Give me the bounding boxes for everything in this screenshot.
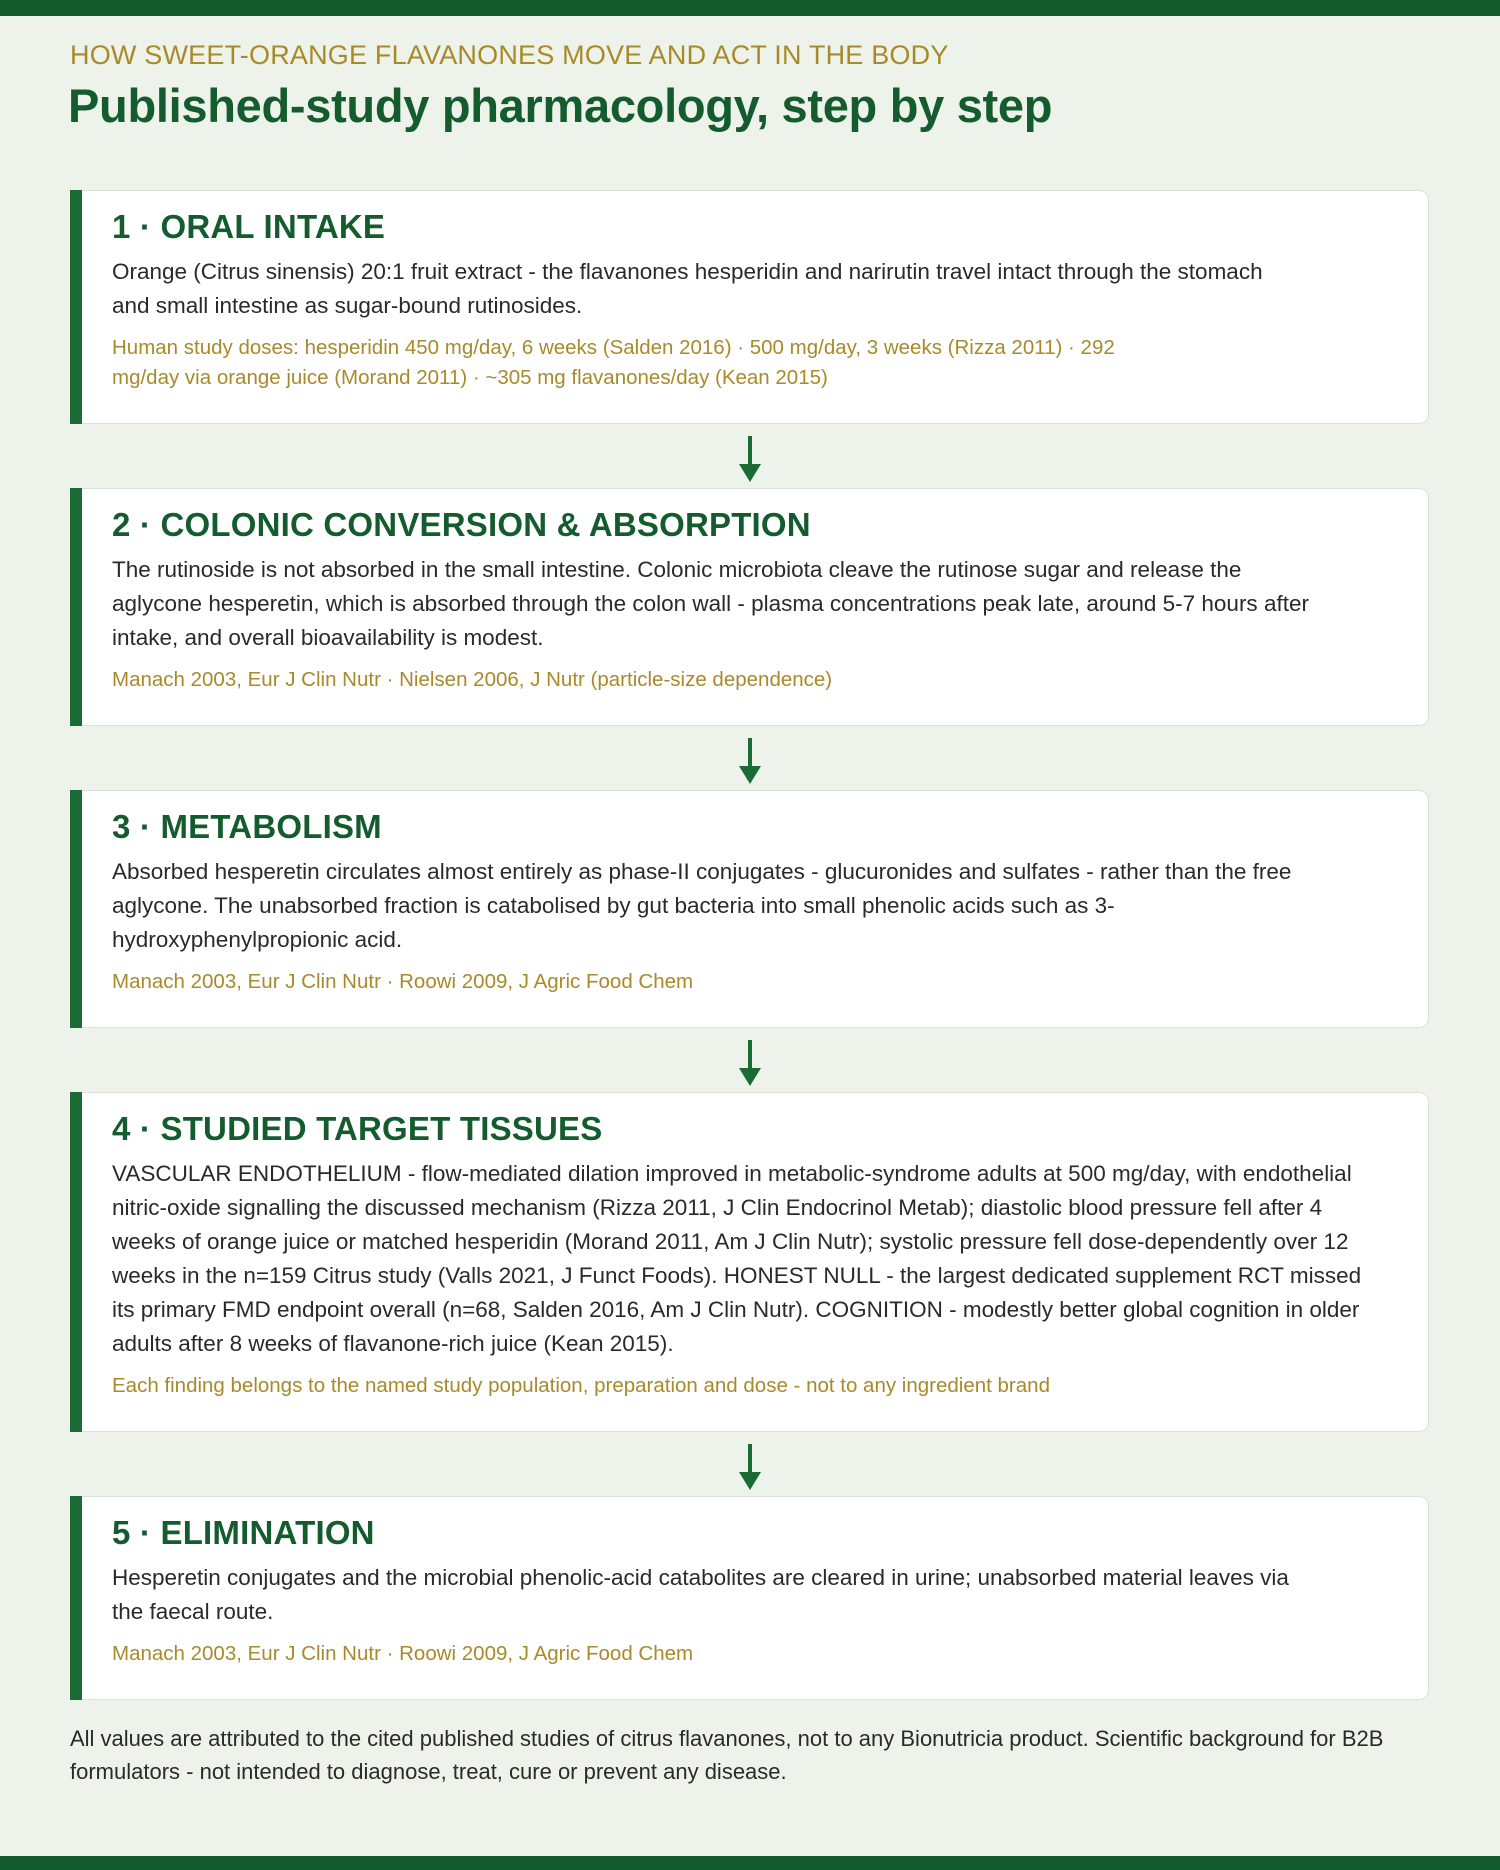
down-arrow-icon [739, 1040, 761, 1086]
step-body: Absorbed hesperetin circulates almost entirely as phase-II conjugates - glucuronides and sulfates - rather than the free aglycone. The unabsorbed fraction is catabolised by gut bacteria into small phenolic acids such as 3-hydroxyphenylpropionic acid. [112, 859, 1292, 952]
step-body: Hesperetin conjugates and the microbial phenolic-acid catabolites are cleared in urine; unabsorbed material leaves via the faecal route. [112, 1565, 1289, 1624]
step-reference: Manach 2003, Eur J Clin Nutr · Roowi 2009, J Agric Food Chem [112, 970, 694, 993]
step-reference: Manach 2003, Eur J Clin Nutr · Nielsen 2006, J Nutr (particle-size dependence) [112, 668, 833, 691]
step-body: VASCULAR ENDOTHELIUM - flow-mediated dilation improved in metabolic-syndrome adults at 500 mg/day, with endothelial nitric-oxide signalling the discussed mechanism (Rizza 2011, J Clin Endocrinol Metab); diastolic blood pressure fell after 4 weeks of orange juice or matched hesperidin (Morand 2011, Am J Clin Nutr); systolic pressure fell dose-dependently over 12 weeks in the n=159 Citrus study (Valls 2021, J Funct Foods). HONEST NULL - the largest dedicated supplement RCT missed its primary FMD endpoint overall (n=68, Salden 2016, Am J Clin Nutr). COGNITION - modestly better global cognition in older adults after 8 weeks of flavanone-rich juice (Kean 2015). [112, 1161, 1362, 1356]
page-kicker: HOW SWEET-ORANGE FLAVANONES MOVE AND ACT IN THE BODY [70, 40, 949, 70]
step-card-oral-intake [70, 190, 1429, 424]
disclaimer-footer: All values are attributed to the cited published studies of citrus flavanones, not to any Bionutricia product. Scientific background for B2B formulators - not intended to diagnose, treat, cure or prevent any disease. [70, 1726, 1384, 1784]
step-title: 2 · COLONIC CONVERSION & ABSORPTION [112, 506, 811, 543]
step-title: 4 · STUDIED TARGET TISSUES [112, 1110, 603, 1147]
step-title: 1 · ORAL INTAKE [112, 208, 386, 245]
bottom-accent-bar [0, 1856, 1500, 1870]
step-card-elimination [70, 1496, 1429, 1700]
step-card-target-tissues [70, 1092, 1429, 1432]
down-arrow-icon [739, 436, 761, 482]
page-title: Published-study pharmacology, step by step [68, 79, 1053, 132]
top-accent-bar [0, 0, 1500, 16]
step-reference: Manach 2003, Eur J Clin Nutr · Roowi 2009, J Agric Food Chem [112, 1642, 694, 1665]
step-body: Orange (Citrus sinensis) 20:1 fruit extract - the flavanones hesperidin and narirutin travel intact through the stomach and small intestine as sugar-bound rutinosides. [112, 259, 1263, 318]
down-arrow-icon [739, 1444, 761, 1490]
down-arrow-icon [739, 738, 761, 784]
step-card-colonic-absorption [70, 488, 1429, 726]
step-body: The rutinoside is not absorbed in the small intestine. Colonic microbiota cleave the rutinose sugar and release the aglycone hesperetin, which is absorbed through the colon wall - plasma concentrations peak late, around 5-7 hours after intake, and overall bioavailability is modest. [112, 557, 1309, 650]
step-title: 5 · ELIMINATION [112, 1514, 375, 1551]
step-card-metabolism [70, 790, 1429, 1028]
step-title: 3 · METABOLISM [112, 808, 382, 845]
step-reference: Each finding belongs to the named study population, preparation and dose - not to any ingredient brand [112, 1374, 1050, 1397]
step-reference: Human study doses: hesperidin 450 mg/day, 6 weeks (Salden 2016) · 500 mg/day, 3 weeks (Rizza 2011) · 292 mg/day via orange juice (Morand 2011) · ~305 mg flavanones/day (Kean 2015) [112, 336, 1115, 389]
